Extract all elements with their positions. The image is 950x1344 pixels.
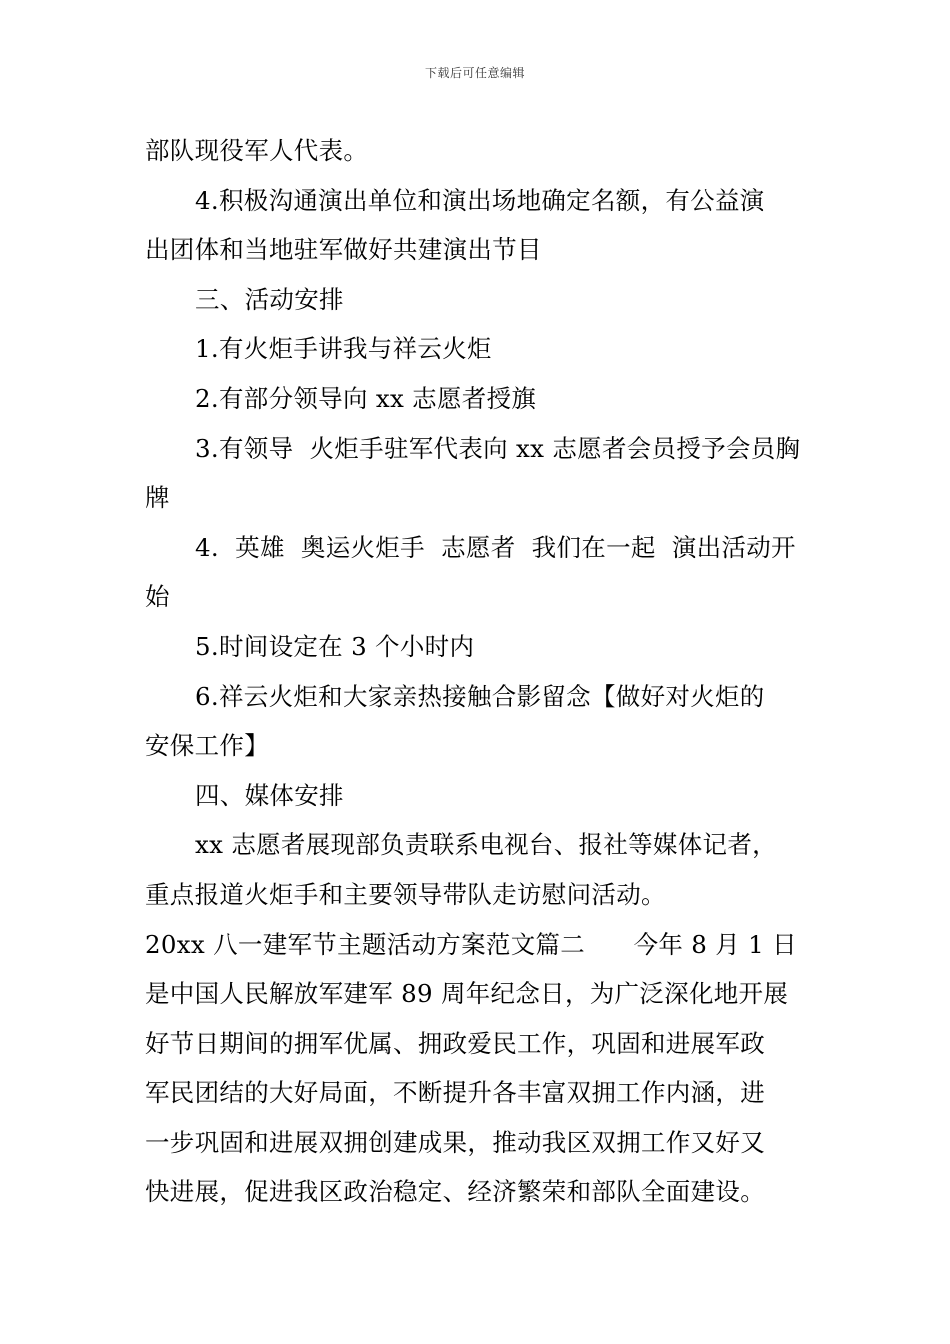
text-line: 重点报道火炬手和主要领导带队走访慰问活动。	[145, 879, 666, 909]
text-line: 出团体和当地驻军做好共建演出节目	[145, 235, 542, 265]
page-header: 下载后可任意编辑	[424, 66, 525, 80]
text-line: 4. 英雄 奥运火炬手 志愿者 我们在一起 演出活动开	[195, 532, 796, 562]
text-line: 5.时间设定在 3 个小时内	[195, 631, 475, 661]
text-line: 快进展，促进我区政治稳定、经济繁荣和部队全面建设。	[145, 1177, 765, 1207]
text-line: 部队现役军人代表。	[145, 136, 369, 165]
text-line: 好节日期间的拥军优属、拥政爱民工作，巩固和进展军政	[145, 1028, 765, 1058]
text-line: 牌	[145, 483, 170, 513]
text-line: 20xx 八一建军节主题活动方案范文篇二 今年 8 月 1 日	[145, 929, 797, 959]
text-line: 安保工作】	[145, 731, 269, 761]
document-body	[145, 126, 810, 1217]
text-line: 2.有部分领导向 xx 志愿者授旗	[195, 383, 537, 413]
section-heading: 三、活动安排	[195, 284, 344, 314]
text-line: 是中国人民解放军建军 89 周年纪念日，为广泛深化地开展	[145, 979, 789, 1009]
text-line: 6.祥云火炬和大家亲热接触合影留念【做好对火炬的	[195, 681, 765, 711]
text-line: 始	[145, 582, 170, 612]
text-line: 3.有领导 火炬手驻军代表向 xx 志愿者会员授予会员胸	[195, 433, 801, 463]
text-line: 一步巩固和进展双拥创建成果，推动我区双拥工作又好又	[145, 1127, 765, 1157]
text-line: xx 志愿者展现部负责联系电视台、报社等媒体记者，	[195, 830, 777, 860]
text-line: 1.有火炬手讲我与祥云火炬	[195, 334, 492, 364]
section-heading: 四、媒体安排	[195, 780, 344, 810]
text-line: 4.积极沟通演出单位和演出场地确定名额，有公益演	[195, 185, 765, 215]
text-line: 军民团结的大好局面，不断提升各丰富双拥工作内涵，进	[145, 1078, 765, 1108]
